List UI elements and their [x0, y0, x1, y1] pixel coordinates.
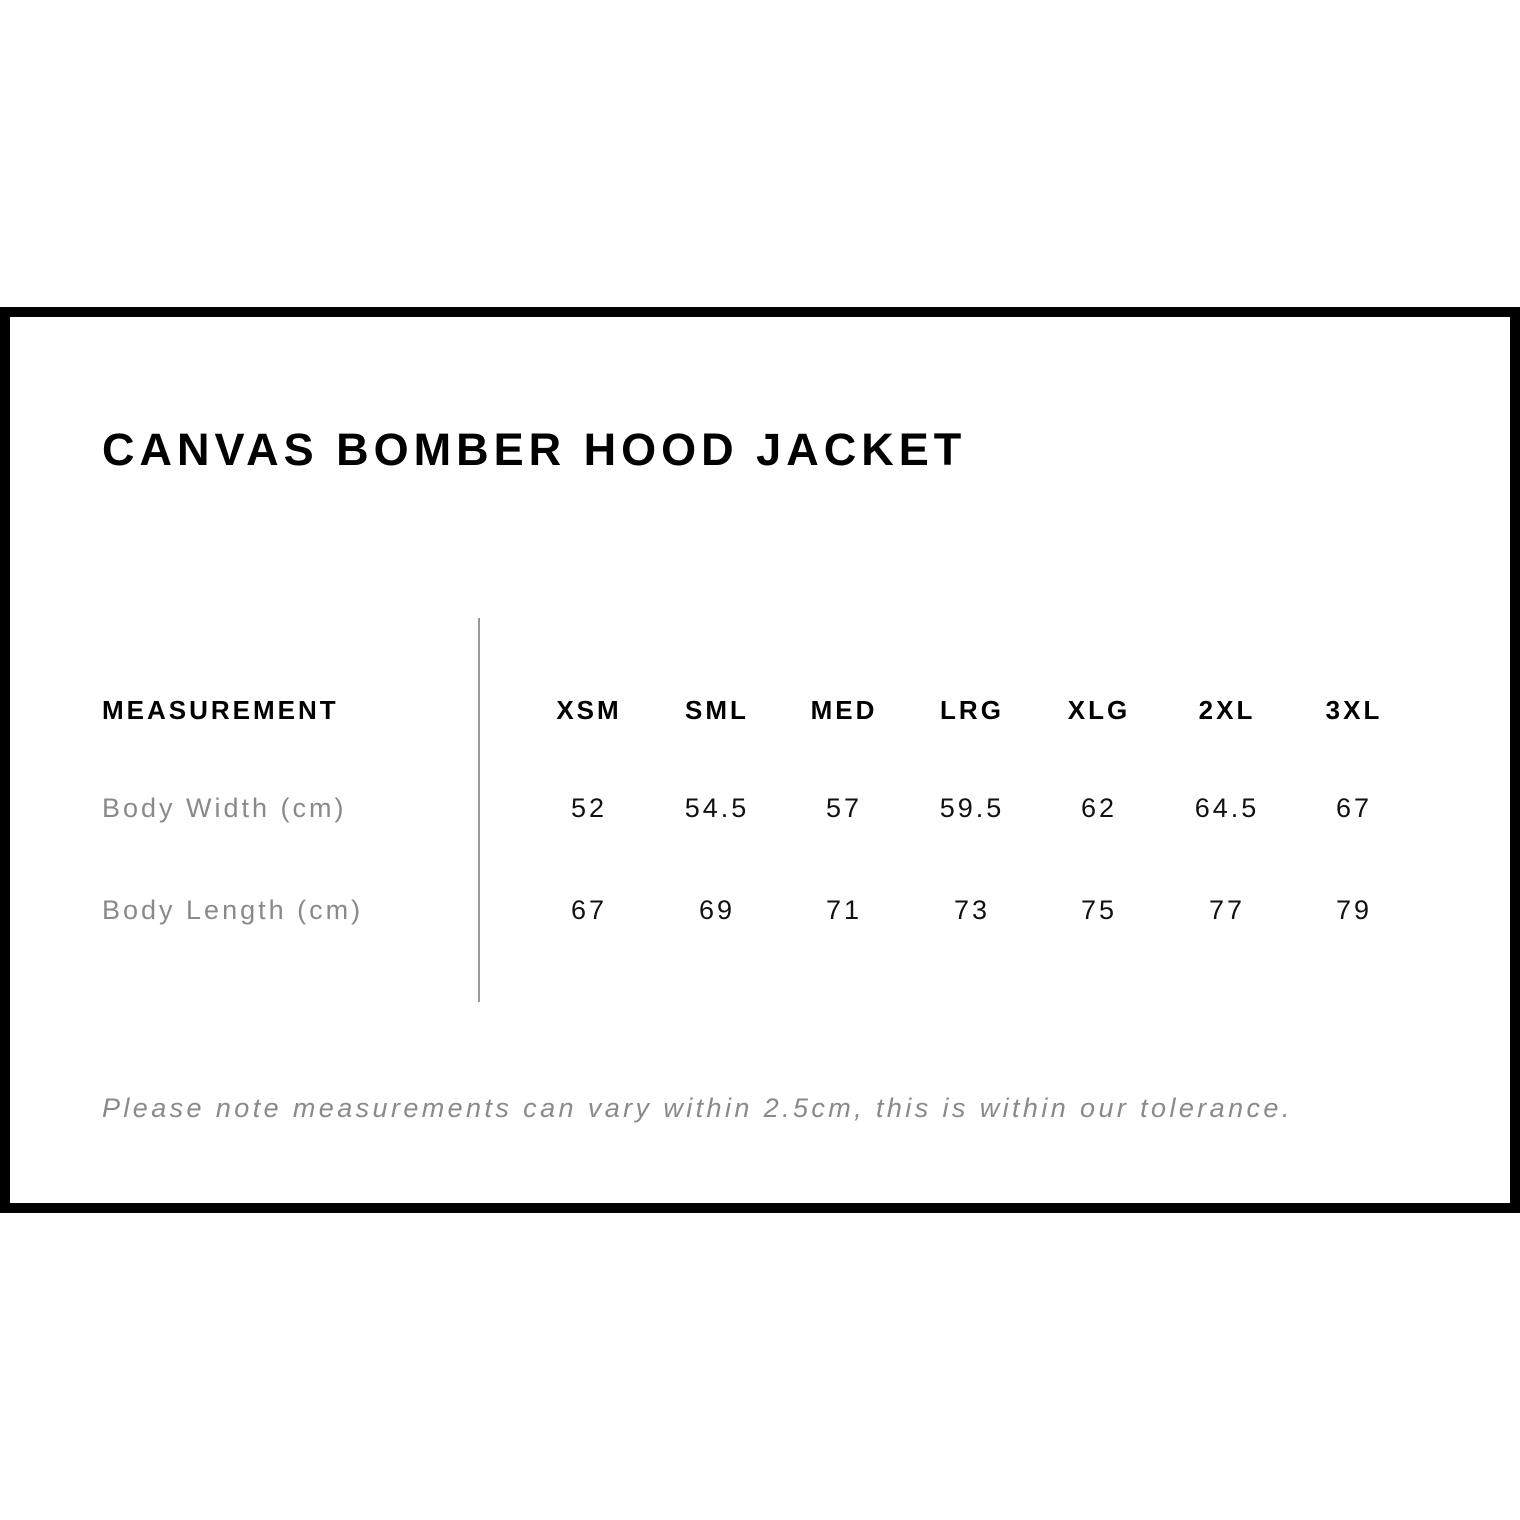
- size-header-lrg: LRG: [940, 695, 1004, 725]
- size-header-sml: SML: [685, 695, 749, 725]
- column-divider: [478, 618, 480, 1002]
- body-width-lrg: 59.5: [939, 793, 1005, 823]
- row-label-body-length: Body Length (cm): [102, 895, 364, 925]
- size-header-3xl: 3XL: [1325, 695, 1383, 725]
- body-length-3xl: 79: [1335, 895, 1373, 925]
- body-width-xlg: 62: [1080, 793, 1118, 823]
- body-width-med: 57: [825, 793, 863, 823]
- body-length-sml: 69: [698, 895, 736, 925]
- body-length-2xl: 77: [1208, 895, 1246, 925]
- body-width-xsm: 52: [570, 793, 608, 823]
- size-header-med: MED: [810, 695, 878, 725]
- size-header-xlg: XLG: [1067, 695, 1131, 725]
- product-title: CANVAS BOMBER HOOD JACKET: [102, 424, 967, 475]
- body-width-sml: 54.5: [684, 793, 750, 823]
- measurement-header: MEASUREMENT: [102, 695, 339, 725]
- size-header-2xl: 2XL: [1198, 695, 1256, 725]
- size-header-xsm: XSM: [556, 695, 622, 725]
- body-length-med: 71: [825, 895, 863, 925]
- body-length-lrg: 73: [953, 895, 991, 925]
- row-label-body-width: Body Width (cm): [102, 793, 347, 823]
- size-chart-frame: [0, 307, 1520, 1213]
- body-length-xsm: 67: [570, 895, 608, 925]
- tolerance-note: Please note measurements can vary within 2.5cm, this is within our tolerance.: [102, 1093, 1293, 1123]
- body-width-2xl: 64.5: [1194, 793, 1260, 823]
- body-length-xlg: 75: [1080, 895, 1118, 925]
- body-width-3xl: 67: [1335, 793, 1373, 823]
